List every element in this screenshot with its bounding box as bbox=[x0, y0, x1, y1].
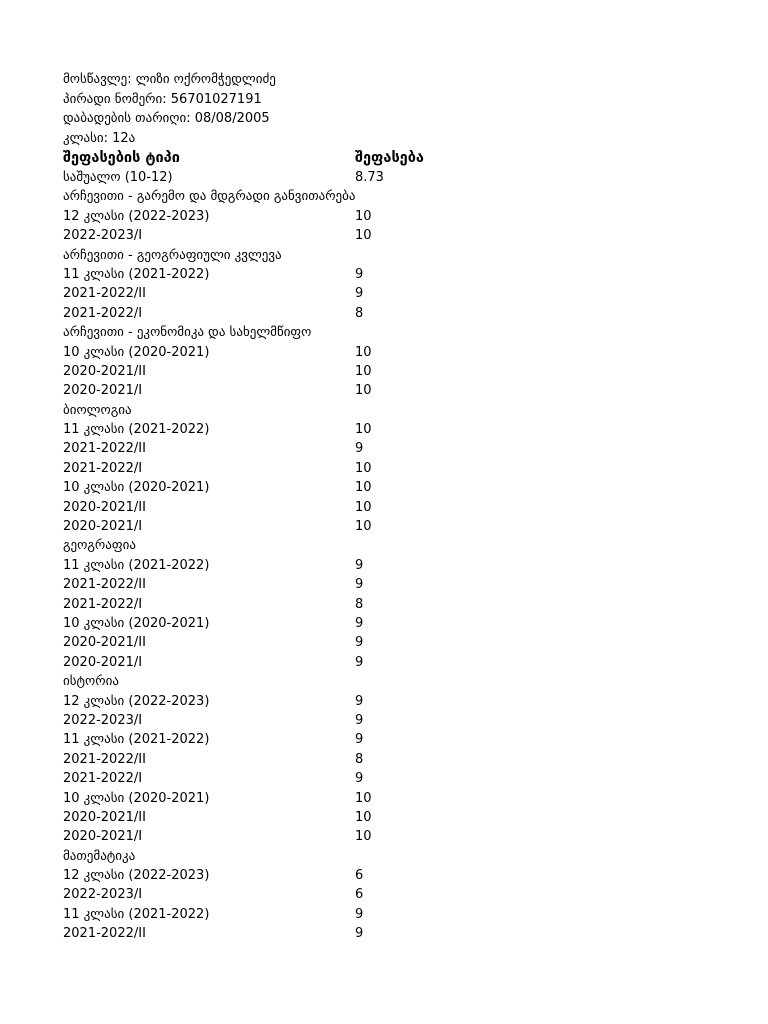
row-grade bbox=[355, 246, 723, 265]
table-row bbox=[63, 730, 723, 749]
row-grade: 10 bbox=[355, 228, 372, 244]
row-grade: 10 bbox=[355, 499, 372, 515]
row-label: 2021-2022/I bbox=[63, 596, 143, 612]
row-grade bbox=[355, 536, 723, 555]
row-label: 12 კლასი (2022-2023) bbox=[63, 868, 210, 884]
row-label: 2021-2022/II bbox=[63, 577, 146, 593]
row-grade: 10 bbox=[355, 383, 372, 399]
row-grade bbox=[355, 187, 723, 206]
table-row bbox=[63, 498, 723, 517]
student-id-line: პირადი ნომერი: 56701027191 bbox=[63, 91, 262, 107]
row-label: 11 კლასი (2021-2022) bbox=[63, 557, 210, 573]
row-label: ისტორია bbox=[63, 674, 119, 690]
row-grade: 8 bbox=[355, 596, 364, 612]
table-row bbox=[63, 692, 723, 711]
table-row bbox=[63, 769, 723, 788]
row-grade bbox=[355, 401, 723, 420]
row-grade: 10 bbox=[355, 809, 372, 825]
row-label: 10 კლასი (2020-2021) bbox=[63, 480, 210, 496]
table-row bbox=[63, 401, 723, 420]
table-row bbox=[63, 246, 723, 265]
table-row bbox=[63, 789, 723, 808]
table-row bbox=[63, 381, 723, 400]
row-label: საშუალო (10-12) bbox=[63, 170, 173, 185]
row-grade: 9 bbox=[355, 926, 364, 942]
row-label: 2021-2022/I bbox=[63, 460, 143, 476]
row-label: 2022-2023/I bbox=[63, 228, 143, 244]
row-grade: 10 bbox=[355, 208, 372, 224]
grade-table-body bbox=[63, 168, 723, 944]
table-row bbox=[63, 478, 723, 497]
row-label: ბიოლოგია bbox=[63, 402, 132, 418]
row-grade: 9 bbox=[355, 635, 364, 651]
row-grade: 8 bbox=[355, 305, 364, 321]
row-label: 11 კლასი (2021-2022) bbox=[63, 732, 210, 748]
table-row bbox=[63, 750, 723, 769]
row-label: 2022-2023/I bbox=[63, 887, 143, 903]
table-row bbox=[63, 226, 723, 245]
student-name-line: მოსწავლე: ლიზი ოქრომჭედლიძე bbox=[63, 72, 276, 87]
table-row bbox=[63, 168, 723, 187]
table-row bbox=[63, 614, 723, 633]
row-label: 12 კლასი (2022-2023) bbox=[63, 208, 210, 224]
row-label: 2020-2021/II bbox=[63, 499, 146, 515]
row-label: გეოგრაფია bbox=[63, 538, 136, 554]
row-grade: 10 bbox=[355, 519, 372, 535]
row-label: 2020-2021/I bbox=[63, 383, 143, 399]
table-row bbox=[63, 653, 723, 672]
row-label: არჩევითი - ეკონომიკა და სახელმწიფო bbox=[63, 325, 312, 341]
row-label: 10 კლასი (2020-2021) bbox=[63, 615, 210, 631]
table-row bbox=[63, 633, 723, 652]
row-label: 11 კლასი (2021-2022) bbox=[63, 906, 210, 922]
row-label: 11 კლასი (2021-2022) bbox=[63, 422, 210, 438]
table-row bbox=[63, 595, 723, 614]
row-label: 2021-2022/I bbox=[63, 305, 143, 321]
row-label: 2020-2021/II bbox=[63, 363, 146, 379]
row-grade bbox=[355, 323, 723, 342]
table-row bbox=[63, 827, 723, 846]
row-label: მათემატიკა bbox=[63, 848, 136, 864]
row-label: 12 კლასი (2022-2023) bbox=[63, 693, 210, 709]
table-row bbox=[63, 711, 723, 730]
table-row bbox=[63, 343, 723, 362]
table-row bbox=[63, 905, 723, 924]
row-label: არჩევითი - გარემო და მდგრადი განვითარება bbox=[63, 189, 356, 205]
student-birthdate-line: დაბადების თარიღი: 08/08/2005 bbox=[63, 111, 270, 126]
table-row bbox=[63, 672, 723, 691]
table-row bbox=[63, 808, 723, 827]
row-grade: 6 bbox=[355, 887, 364, 903]
table-row bbox=[63, 439, 723, 458]
row-label: 2020-2021/I bbox=[63, 519, 143, 535]
row-grade: 9 bbox=[355, 654, 364, 670]
table-row bbox=[63, 187, 723, 206]
row-label: 2021-2022/II bbox=[63, 926, 146, 942]
student-class-line: კლასი: 12ა bbox=[63, 130, 136, 146]
row-label: 10 კლასი (2020-2021) bbox=[63, 344, 210, 360]
row-grade: 9 bbox=[355, 615, 364, 631]
table-row bbox=[63, 556, 723, 575]
row-grade: 8 bbox=[355, 751, 364, 767]
row-label: 2021-2022/II bbox=[63, 286, 146, 302]
table-row bbox=[63, 924, 723, 943]
row-grade: 9 bbox=[355, 712, 364, 728]
row-grade: 9 bbox=[355, 771, 364, 787]
row-grade: 6 bbox=[355, 868, 364, 884]
row-label: 2020-2021/I bbox=[63, 654, 143, 670]
table-row bbox=[63, 866, 723, 885]
row-label: 2021-2022/II bbox=[63, 441, 146, 457]
header-grade: შეფასება bbox=[355, 150, 424, 166]
table-row bbox=[63, 420, 723, 439]
row-label: 2022-2023/I bbox=[63, 712, 143, 728]
row-label: არჩევითი - გეოგრაფიული კვლევა bbox=[63, 247, 282, 263]
row-label: 2020-2021/II bbox=[63, 635, 146, 651]
row-grade: 9 bbox=[355, 906, 364, 922]
row-grade: 9 bbox=[355, 266, 364, 282]
table-row bbox=[63, 575, 723, 594]
table-row bbox=[63, 362, 723, 381]
table-row bbox=[63, 265, 723, 284]
row-grade: 9 bbox=[355, 693, 364, 709]
table-row bbox=[63, 459, 723, 478]
row-label: 2020-2021/II bbox=[63, 809, 146, 825]
table-row bbox=[63, 885, 723, 904]
row-label: 2020-2021/I bbox=[63, 829, 143, 845]
row-label: 2021-2022/II bbox=[63, 751, 146, 767]
row-label: 2021-2022/I bbox=[63, 771, 143, 787]
row-label: 11 კლასი (2021-2022) bbox=[63, 266, 210, 282]
row-grade: 10 bbox=[355, 790, 372, 806]
row-grade: 10 bbox=[355, 480, 372, 496]
table-row bbox=[63, 207, 723, 226]
row-grade: 8.73 bbox=[355, 170, 384, 185]
row-grade bbox=[355, 672, 723, 691]
table-row bbox=[63, 847, 723, 866]
grade-report bbox=[63, 70, 723, 944]
row-grade: 10 bbox=[355, 829, 372, 845]
row-grade: 9 bbox=[355, 732, 364, 748]
row-grade: 9 bbox=[355, 286, 364, 302]
table-row bbox=[63, 304, 723, 323]
row-grade: 10 bbox=[355, 422, 372, 438]
table-row bbox=[63, 323, 723, 342]
row-grade: 10 bbox=[355, 363, 372, 379]
row-grade bbox=[355, 847, 723, 866]
row-label: 10 კლასი (2020-2021) bbox=[63, 790, 210, 806]
row-grade: 9 bbox=[355, 577, 364, 593]
row-grade: 10 bbox=[355, 344, 372, 360]
row-grade: 9 bbox=[355, 557, 364, 573]
header-assessment-type: შეფასების ტიპი bbox=[63, 150, 180, 166]
row-grade: 10 bbox=[355, 460, 372, 476]
table-row bbox=[63, 536, 723, 555]
row-grade: 9 bbox=[355, 441, 364, 457]
table-row bbox=[63, 517, 723, 536]
table-header bbox=[63, 148, 723, 168]
table-row bbox=[63, 284, 723, 303]
